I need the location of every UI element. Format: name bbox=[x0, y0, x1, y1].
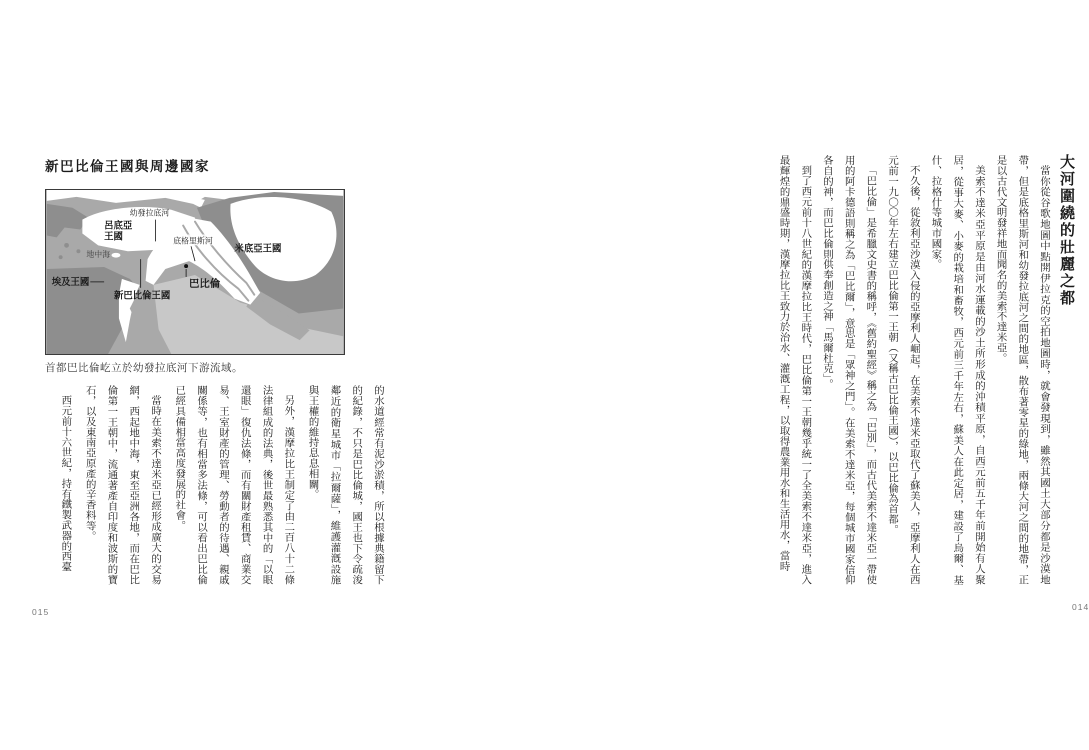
right-page-body bbox=[770, 155, 1054, 585]
map-title: 新巴比倫王國與周邊國家 bbox=[45, 159, 210, 174]
media-label: 米底亞王國 bbox=[234, 243, 282, 254]
paragraph: 到了西元前十八世紀的漢摩拉比王時代，巴比倫第一王朝幾乎統一了全美索不達米亞，進入最輝煌的鼎盛時期，漢摩拉比王致力於治水、灌漑工程，以取得農業用水和生活用水，當時 bbox=[777, 155, 811, 585]
aegean-island bbox=[76, 249, 80, 253]
egypt-label: 埃及王國 bbox=[51, 276, 90, 287]
lydia-label-line1: 呂底亞 bbox=[104, 220, 133, 231]
page-left bbox=[0, 0, 383, 750]
aegean-island bbox=[59, 255, 63, 259]
tigris-label: 底格里斯河 bbox=[173, 236, 213, 246]
page-right bbox=[375, 0, 1089, 750]
paragraph: 當時在美索不達米亞已經形成廣大的交易網，西起地中海，東至亞洲各地，而在巴比倫第一王朝中，流通著產自印度和波斯的寶石，以及東南亞原產的辛香料等。 bbox=[83, 385, 161, 585]
paragraph: 「巴比倫」是希臘文史書的稱呼，《舊約聖經》稱之為「巴別」，而古代美索不達米亞一帶使用的阿卡德語則稱之為「巴比爾」，意思是「眾神之門」。在美索不達米亞，每個城市國家信仰各自的神，而巴比倫則供奉創造之神「馬爾杜克」。 bbox=[820, 155, 876, 585]
paragraph: 另外，漢摩拉比王制定了由二百八十二條法律組成的法典，後世最熟悉其中的「以眼還眼」復仇法條，而有關財產租賃、商業交易、王室財產的管理、勞動者的待遇、親戚關係等，也有相當多法條，可以看出巴比倫已經具備相當高度發展的社會。 bbox=[173, 385, 294, 585]
lydia-label-line2: 王國 bbox=[104, 231, 123, 242]
neo-babylon-label: 新巴比倫王國 bbox=[113, 290, 171, 301]
paragraph: 西元前十六世紀，持有鐵製武器的西臺 bbox=[59, 395, 71, 573]
paragraph: 的水道經常有泥沙淤積，所以根據典籍留下的紀錄，不只是巴比倫城，國王也下令疏浚鄰近的衛星城市「拉爾薩」，維護灌漑設施與王權的維持息息相關。 bbox=[306, 385, 383, 585]
paragraph: 不久後，從敘利亞沙漠入侵的亞摩利人崛起，在美索不達米亞取代了蘇美人，亞摩利人在西元前一九〇〇年左右建立巴比倫第一王朝（又稱古巴比倫王國），以巴比倫為首都。 bbox=[886, 155, 919, 585]
paragraph: 美索不達米亞平原是由河水運載的沙土所形成的沖積平原，自西元前五千年前開始有人聚居，從事大麥、小麥的栽培和畜牧，西元前三千年左右，蘇美人在此定居，建設了烏爾、基什、拉格什等城市國家。 bbox=[929, 155, 984, 585]
page-number-right: 014 bbox=[1072, 602, 1089, 612]
left-page-body bbox=[46, 385, 388, 585]
map-figure bbox=[45, 189, 345, 355]
paragraph: 當你從谷歌地圖中點開伊拉克的空拍地圖時，就會發現到，雖然其國土大部分都是沙漠地帶，但是底格里斯河和幼發拉底河之間的地區，散布著零星的綠地，兩條大河之間的地帶，正是以古代文明發祥地而聞名的美索不達米亞。 bbox=[994, 155, 1049, 585]
euphrates-label: 幼發拉底河 bbox=[129, 208, 170, 218]
aegean-island bbox=[64, 243, 69, 248]
chapter-title: 大河圍繞的壯麗之都 bbox=[1058, 154, 1074, 307]
page-number-left: 015 bbox=[32, 607, 50, 617]
cyprus-island bbox=[112, 253, 121, 258]
map-svg bbox=[46, 190, 344, 354]
babylon-city-dot bbox=[184, 264, 188, 268]
babylon-label: 巴比倫 bbox=[189, 278, 221, 290]
mediterranean-label: 地中海 bbox=[86, 250, 111, 260]
map-caption: 首都巴比倫屹立於幼發拉底河下游流域。 bbox=[45, 363, 243, 374]
